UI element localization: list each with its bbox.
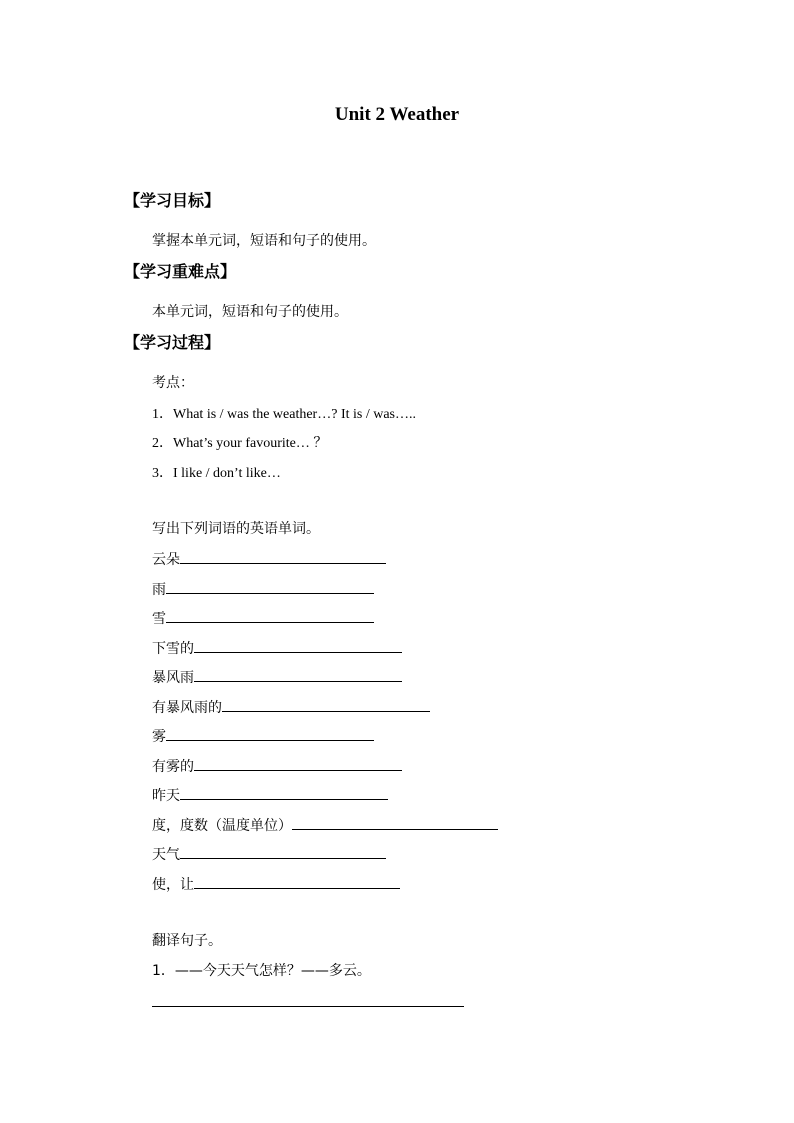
section-heading-process: 【学习过程】 (124, 333, 221, 352)
answer-blank[interactable] (166, 592, 374, 594)
section-heading-difficulties: 【学习重难点】 (124, 262, 237, 281)
translate-item: 1．——今天天气怎样？——多云。 (152, 963, 371, 979)
answer-blank[interactable] (222, 710, 430, 712)
vocab-item: 雾 (152, 726, 374, 746)
answer-blank[interactable] (194, 887, 400, 889)
vocab-item: 天气 (152, 844, 386, 864)
vocab-item: 昨天 (152, 785, 388, 805)
answer-blank[interactable] (166, 739, 374, 741)
key-points-label: 考点： (152, 375, 194, 391)
vocab-item: 有雾的 (152, 756, 402, 776)
answer-blank[interactable] (152, 1006, 464, 1007)
key-point-item: 2．What’s your favourite… ？ (152, 436, 328, 451)
answer-blank[interactable] (194, 651, 402, 653)
answer-blank[interactable] (180, 562, 386, 564)
vocab-item: 有暴风雨的 (152, 697, 430, 717)
goals-text: 掌握本单元词，短语和句子的使用。 (152, 233, 376, 249)
answer-blank[interactable] (180, 798, 388, 800)
key-point-item: 1．What is / was the weather…? It is / was….. (152, 407, 416, 422)
vocab-item: 暴风雨 (152, 667, 402, 687)
translate-instruction: 翻译句子。 (152, 933, 222, 949)
answer-blank[interactable] (180, 857, 386, 859)
answer-blank[interactable] (194, 680, 402, 682)
vocab-item: 使，让 (152, 874, 400, 894)
vocab-item: 雪 (152, 608, 374, 628)
section-heading-goals: 【学习目标】 (124, 191, 221, 210)
vocab-item: 下雪的 (152, 638, 402, 658)
answer-blank[interactable] (166, 621, 374, 623)
key-point-item: 3．I like / don’t like… (152, 466, 281, 481)
vocab-instruction: 写出下列词语的英语单词。 (152, 521, 320, 537)
vocab-item: 云朵 (152, 549, 386, 569)
answer-blank[interactable] (194, 769, 402, 771)
vocab-item: 雨 (152, 579, 374, 599)
page-title: Unit 2 Weather (334, 104, 460, 125)
answer-blank[interactable] (292, 828, 498, 830)
vocab-item: 度，度数（温度单位） (152, 815, 498, 835)
difficulties-text: 本单元词，短语和句子的使用。 (152, 304, 348, 320)
